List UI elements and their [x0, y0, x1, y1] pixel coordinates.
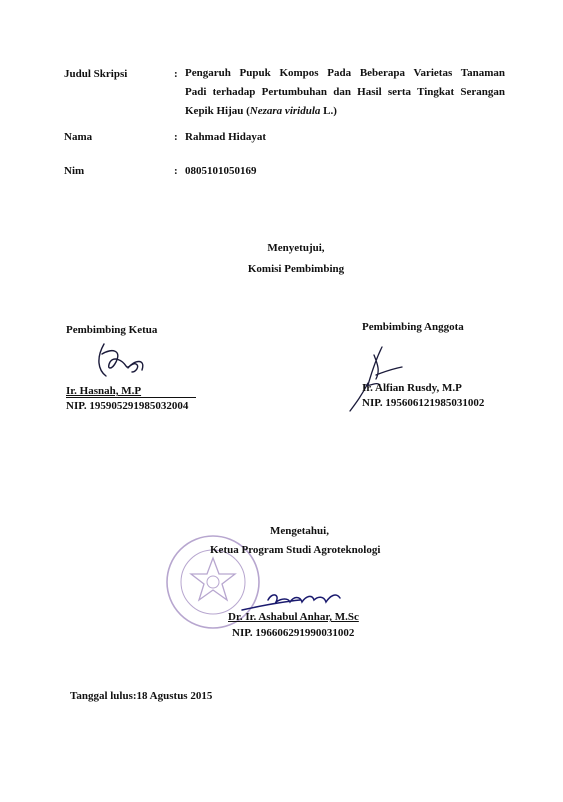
- kaprodi-name-text: Dr. Ir. Ashabul Anhar, M.Sc: [228, 611, 359, 623]
- nim-colon: :: [174, 165, 178, 177]
- mengetahui-line-2: Ketua Program Studi Agroteknologi: [210, 544, 381, 556]
- anggota-nip: NIP. 195606121985031002: [362, 397, 485, 409]
- mengetahui-line-1: Mengetahui,: [270, 525, 329, 537]
- nama-label: Nama: [64, 131, 93, 143]
- judul-line-2: Padi terhadap Pertumbuhan dan Hasil serta Tingkat Serangan: [185, 86, 505, 98]
- judul-value: [185, 64, 505, 121]
- ketua-name-text: Ir. Hasnah, M.P: [66, 385, 142, 397]
- judul-line-3-pre: Kepik Hijau (: [185, 105, 250, 117]
- nama-value: Rahmad Hidayat: [185, 131, 266, 143]
- judul-colon: :: [174, 68, 178, 80]
- ketua-name: [66, 385, 196, 398]
- approval-line-1: Menyetujui,: [267, 242, 325, 254]
- kaprodi-name: [228, 611, 359, 623]
- ketua-role: Pembimbing Ketua: [66, 324, 158, 336]
- nim-value: 0805101050169: [185, 165, 257, 177]
- judul-line-1: Pengaruh Pupuk Kompos Pada Beberapa Varietas Tanaman: [185, 67, 505, 79]
- tanggal-lulus: Tanggal lulus:18 Agustus 2015: [70, 690, 213, 702]
- nama-colon: :: [174, 131, 178, 143]
- anggota-name: Ir. Alfian Rusdy, M.P: [362, 382, 462, 394]
- ketua-nip: NIP. 195905291985032004: [66, 400, 189, 412]
- judul-line-3-post: L.): [320, 105, 337, 117]
- nim-label: Nim: [64, 165, 85, 177]
- anggota-role: Pembimbing Anggota: [362, 321, 464, 333]
- judul-line-3: [185, 102, 505, 121]
- judul-label: Judul Skripsi: [64, 68, 128, 80]
- approval-line-2: Komisi Pembimbing: [247, 263, 345, 275]
- species-name: Nezara viridula: [249, 105, 321, 117]
- ketua-signature: [92, 340, 152, 390]
- kaprodi-nip: NIP. 196606291990031002: [232, 627, 355, 639]
